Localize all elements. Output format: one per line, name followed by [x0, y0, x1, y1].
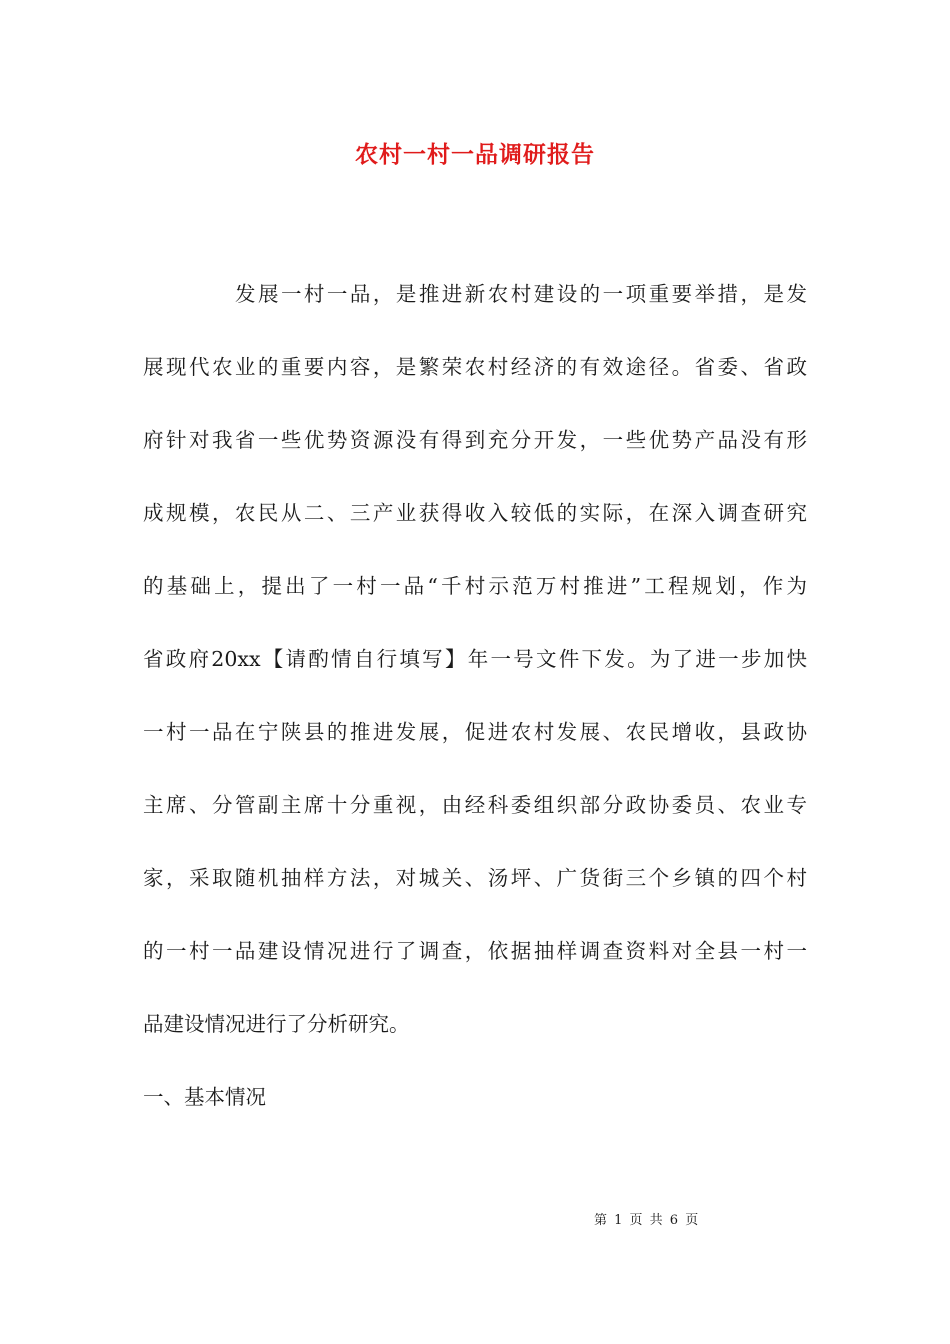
- section-heading: 一、基本情况: [143, 1085, 266, 1109]
- paragraph-line: 展现代农业的重要内容，是繁荣农村经济的有效途径。省委、省政: [143, 355, 807, 379]
- page-number-footer: 第 1 页 共 6 页: [594, 1213, 699, 1228]
- paragraph-line: 省政府20xx【请酌情自行填写】年一号文件下发。为了进一步加快: [143, 647, 807, 671]
- paragraph-line: 成规模，农民从二、三产业获得收入较低的实际，在深入调查研究: [143, 501, 807, 525]
- paragraph-line: 的基础上，提出了一村一品“千村示范万村推进”工程规划，作为: [143, 574, 807, 598]
- paragraph-line: 品建设情况进行了分析研究。: [143, 1012, 410, 1036]
- document-title: 农村一村一品调研报告: [355, 141, 595, 168]
- paragraph-line: 的一村一品建设情况进行了调查，依据抽样调查资料对全县一村一: [143, 939, 807, 963]
- paragraph-line: 家，采取随机抽样方法，对城关、汤坪、广货街三个乡镇的四个村: [143, 866, 807, 890]
- paragraph-line: 府针对我省一些优势资源没有得到充分开发，一些优势产品没有形: [143, 428, 807, 452]
- paragraph-line: 主席、分管副主席十分重视，由经科委组织部分政协委员、农业专: [143, 793, 807, 817]
- paragraph-line: 一村一品在宁陕县的推进发展，促进农村发展、农民增收，县政协: [143, 720, 807, 744]
- paragraph-line: 发展一村一品，是推进新农村建设的一项重要举措，是发: [235, 282, 807, 306]
